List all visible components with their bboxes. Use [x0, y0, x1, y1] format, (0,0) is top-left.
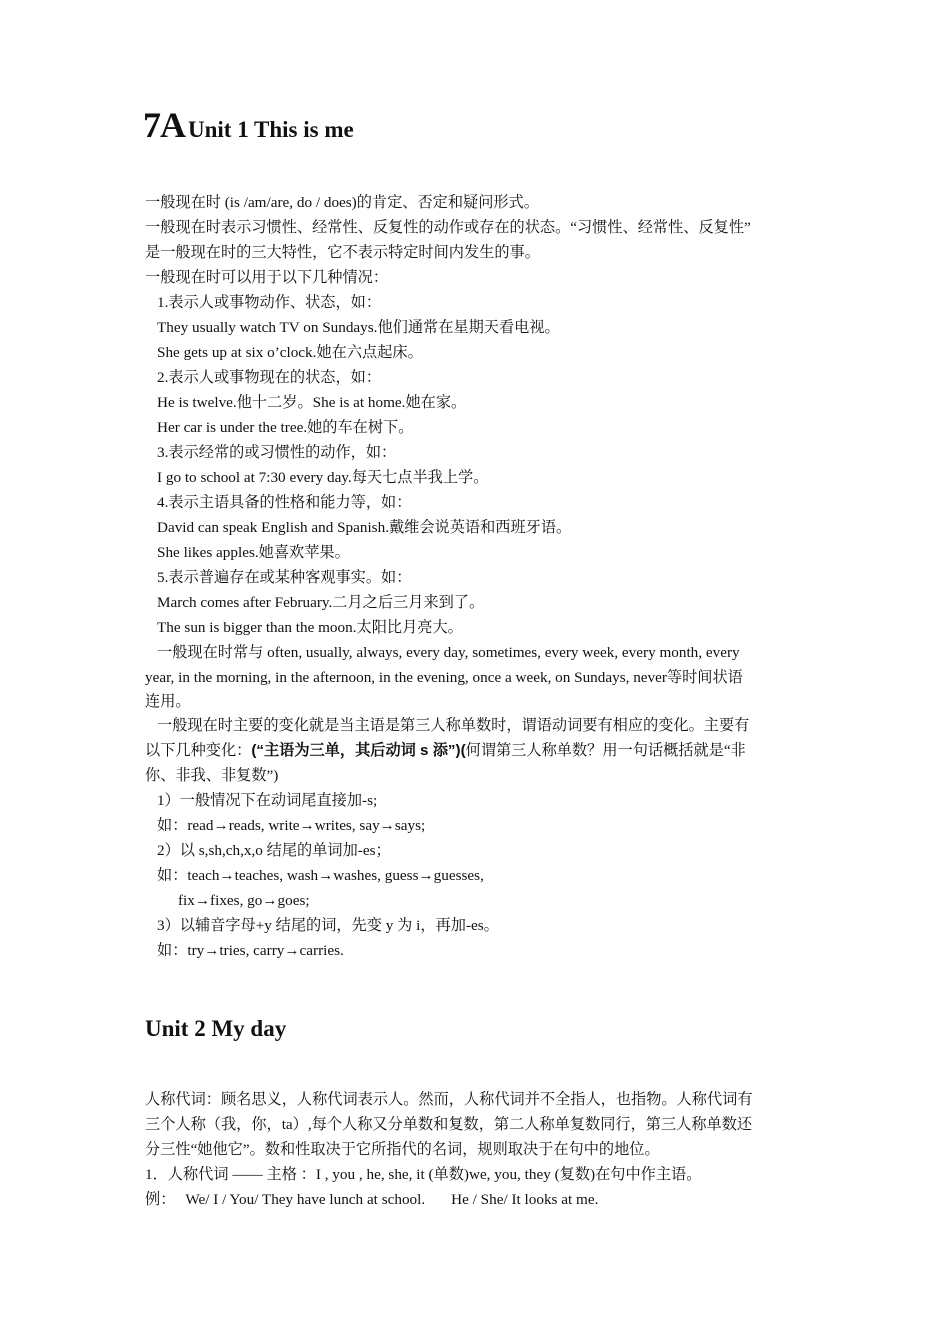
example-sentence: We/ I / You/ They have lunch at school.: [185, 1191, 426, 1208]
paragraph-line: year, in the morning, in the afternoon, in the evening, once a week, on Sundays, never等时间状语: [145, 669, 743, 686]
example-line: [145, 1190, 598, 1210]
example-sentence: David can speak English and Spanish.戴维会说英语和西班牙语。: [157, 519, 572, 536]
rule-mnemonic: (“主语为三单，其后动词 s 添”)(: [251, 742, 466, 759]
paragraph-line: 连用。: [145, 693, 191, 710]
example-sentence: She gets up at six o’clock.她在六点起床。: [157, 344, 423, 361]
paragraph-line: 一般现在时 (is /am/are, do / does)的肯定、否定和疑问形式。: [145, 194, 539, 211]
paragraph-line: 三个人称（我，你，ta）,每个人称又分单数和复数，第二人称单复数同行，第三人称单数还: [145, 1116, 753, 1133]
unit1-grade-label: 7A: [143, 105, 185, 145]
unit2-title: Unit 2 My day: [145, 1016, 287, 1041]
rule-item: 2）以 s,sh,ch,x,o 结尾的单词加-es；: [157, 842, 391, 859]
usage-heading: 5.表示普遍存在或某种客观事实。如：: [157, 569, 412, 586]
example-sentence: She likes apples.她喜欢苹果。: [157, 544, 350, 561]
paragraph-line: 分三性“她他它”。数和性取决于它所指代的名词，规则取决于在句中的地位。: [145, 1141, 660, 1158]
paragraph-line: 一般现在时主要的变化就是当主语是第三人称单数时，谓语动词要有相应的变化。主要有: [157, 717, 750, 734]
rule-line: [145, 741, 746, 761]
paragraph-line: 1．人称代词 —— 主格 ：I , you , he, she, it (单数)we, you, they (复数)在句中作主语。: [145, 1166, 702, 1183]
usage-heading: 3.表示经常的或习惯性的动作，如：: [157, 444, 397, 461]
usage-heading: 2.表示人或事物现在的状态，如：: [157, 369, 382, 386]
example-sentence: March comes after February.二月之后三月来到了。: [157, 594, 485, 611]
paragraph-line: 是一般现在时的三大特性，它不表示特定时间内发生的事。: [145, 244, 540, 261]
paragraph-line: 你、非我、非复数”): [145, 767, 279, 784]
example-sentence: The sun is bigger than the moon.太阳比月亮大。: [157, 619, 463, 636]
paragraph-line: 一般现在时表示习惯性、经常性、反复性的动作或存在的状态。“习惯性、经常性、反复性”: [145, 219, 751, 236]
rule-item: 3）以辅音字母+y 结尾的词，先变 y 为 i，再加-es。: [157, 917, 499, 934]
unit1-heading: [143, 104, 354, 146]
rule-example: fix→fixes, go→goes;: [178, 892, 310, 909]
rule-line-prefix: 以下几种变化：: [145, 742, 252, 759]
example-label: 例：: [145, 1191, 176, 1208]
rule-item: 1）一般情况下在动词尾直接加-s;: [157, 792, 378, 809]
usage-heading: 1.表示人或事物动作、状态，如：: [157, 294, 382, 311]
paragraph-line: 人称代词：顾名思义，人称代词表示人。然而，人称代词并不全指人，也指物。人称代词有: [145, 1091, 753, 1108]
example-sentence: I go to school at 7:30 every day.每天七点半我上学。: [157, 469, 489, 486]
rule-line-suffix: 何谓第三人称单数？用一句话概括就是“非: [465, 742, 746, 759]
usage-heading: 4.表示主语具备的性格和能力等，如：: [157, 494, 412, 511]
paragraph-line: 一般现在时可以用于以下几种情况：: [145, 269, 388, 286]
rule-example: 如：try→tries, carry→carries.: [157, 942, 344, 959]
example-sentence: He / She/ It looks at me.: [451, 1191, 599, 1208]
paragraph-line: 一般现在时常与 often, usually, always, every day, sometimes, every week, every month, every: [157, 644, 740, 661]
example-sentence: Her car is under the tree.她的车在树下。: [157, 419, 414, 436]
example-sentence: He is twelve.他十二岁。She is at home.她在家。: [157, 394, 467, 411]
rule-example: 如：teach→teaches, wash→washes, guess→guesses,: [157, 867, 484, 884]
unit1-title: Unit 1 This is me: [188, 117, 354, 142]
rule-example: 如：read→reads, write→writes, say→says;: [157, 817, 426, 834]
example-sentence: They usually watch TV on Sundays.他们通常在星期天看电视。: [157, 319, 560, 336]
